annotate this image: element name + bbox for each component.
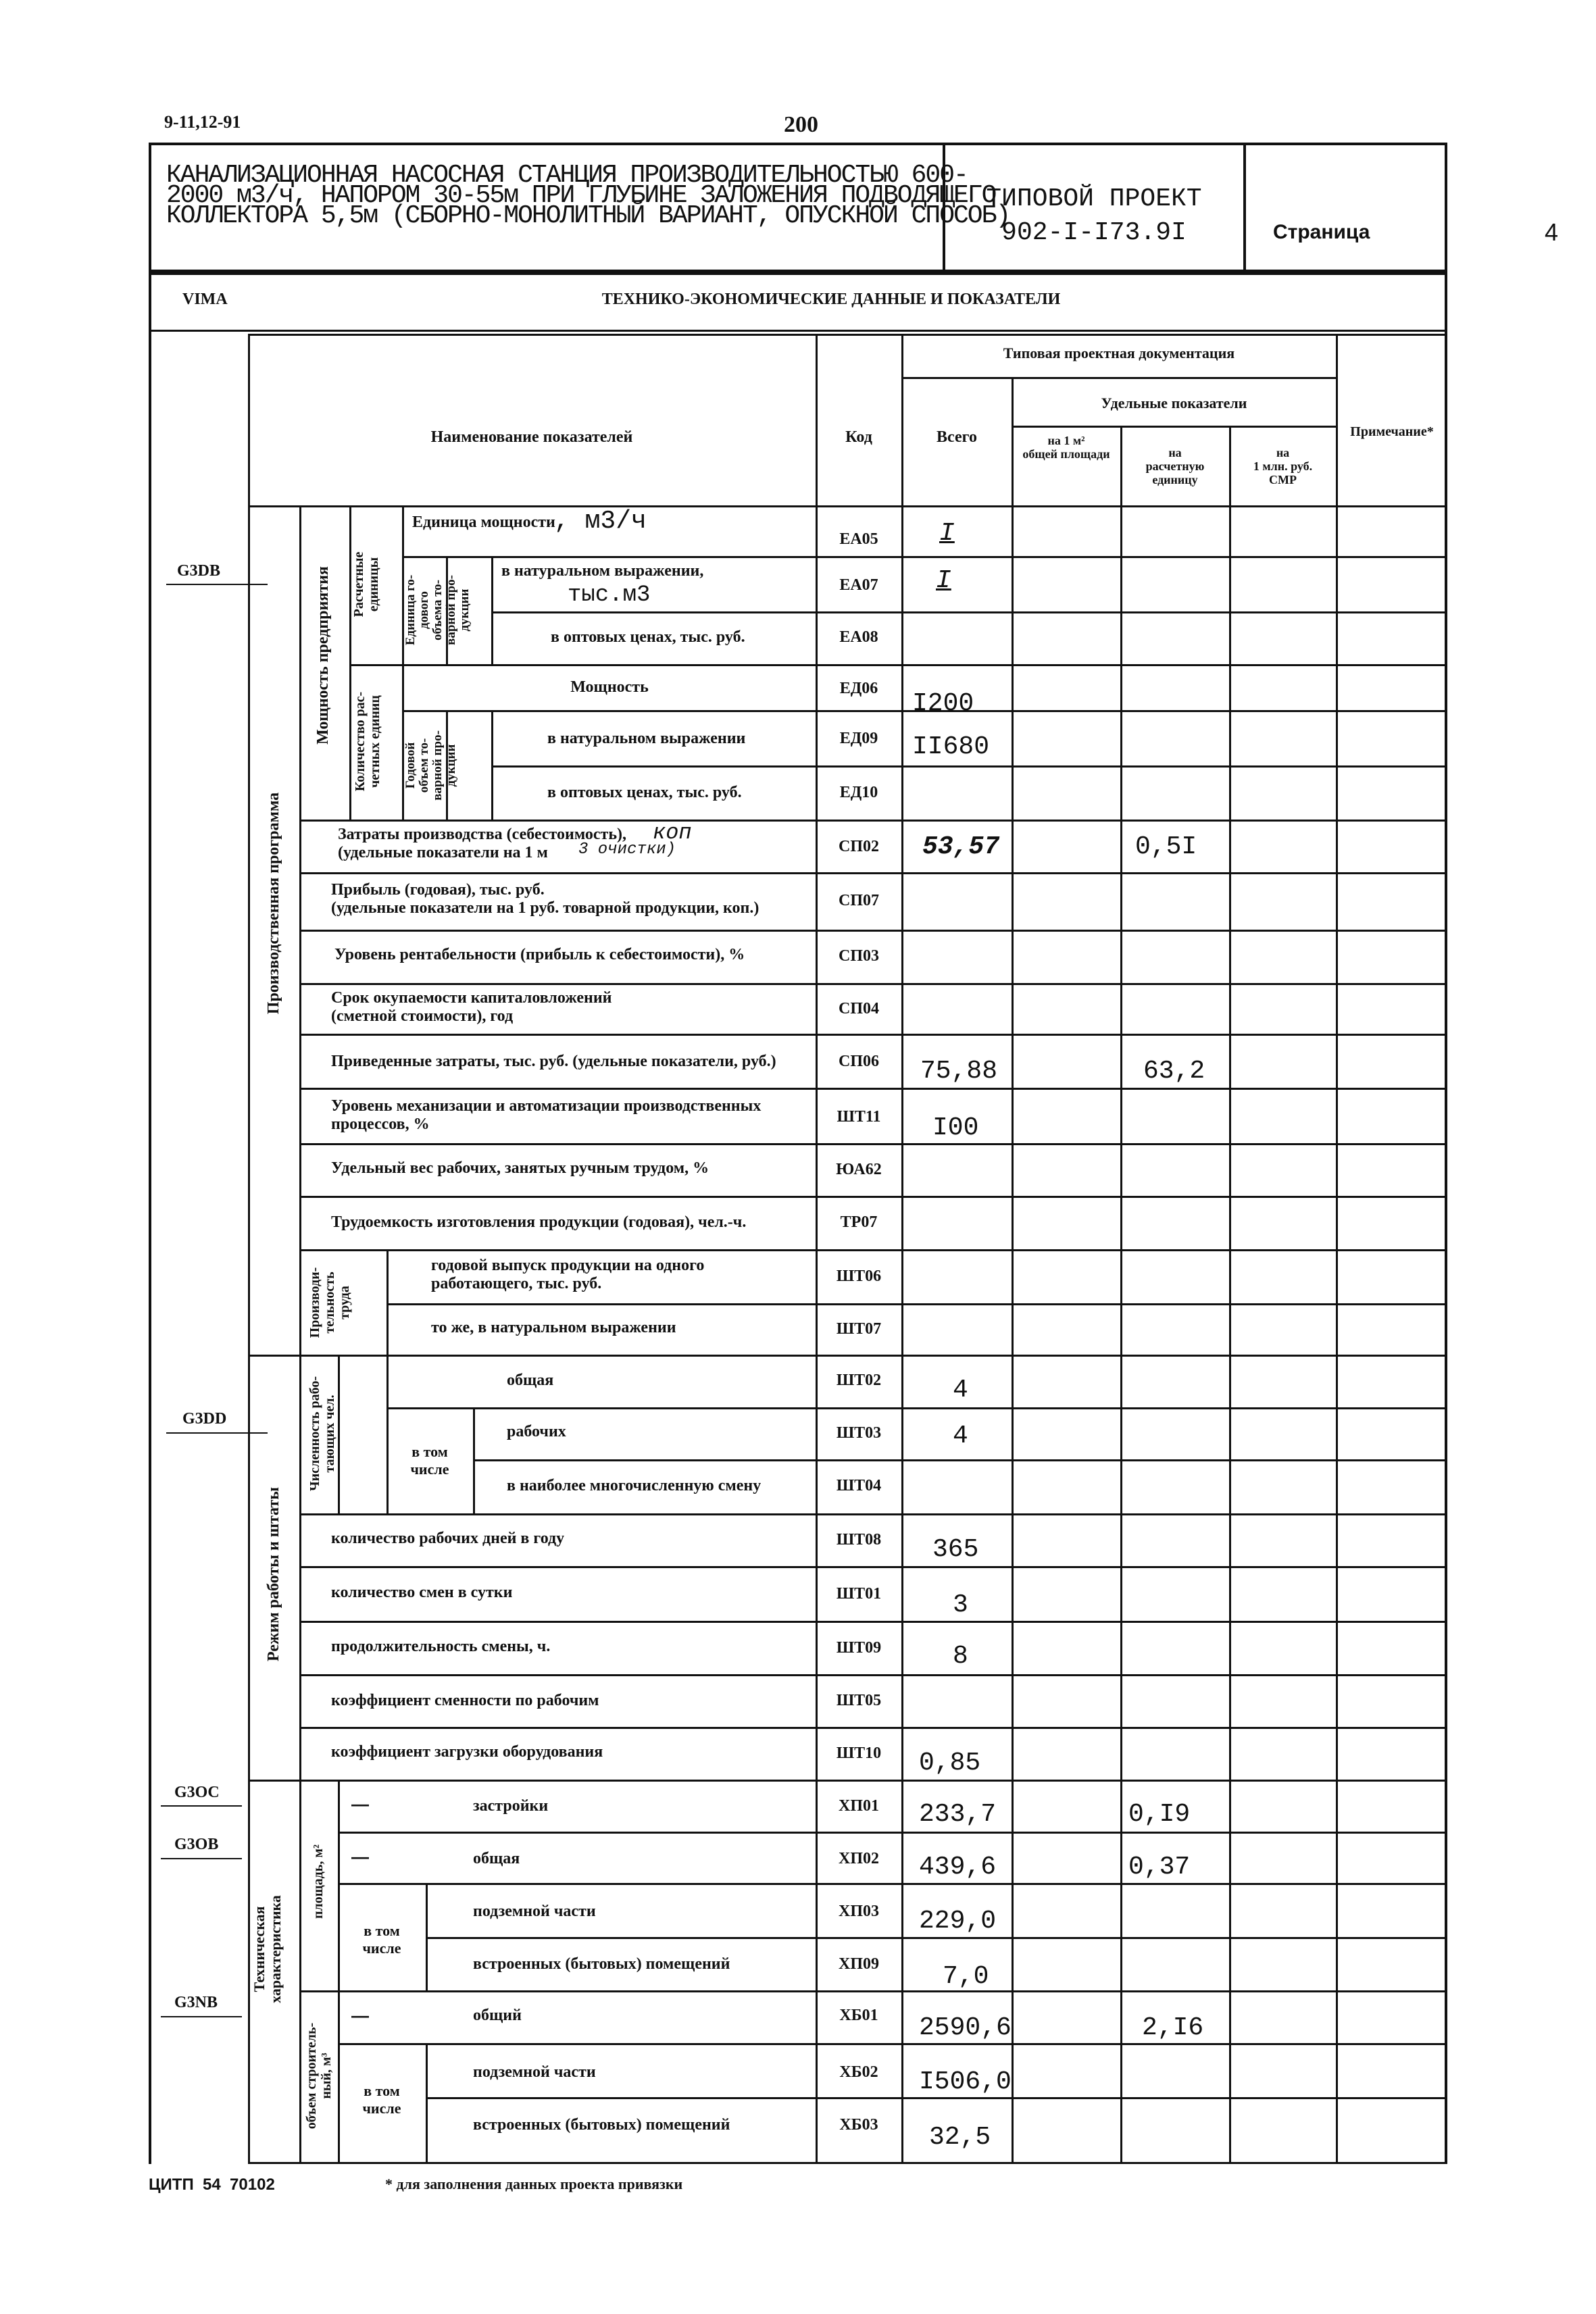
in-that-number-area: в том числе xyxy=(362,1922,401,1957)
row-label: Мощность xyxy=(570,678,649,696)
sheet-label: Страница xyxy=(1273,221,1370,243)
row-label: Трудоемкость изготовления продукции (годовая), чел.-ч. xyxy=(331,1213,747,1231)
row-total: 75,88 xyxy=(920,1057,998,1086)
row-label: Единица мощности xyxy=(412,513,555,531)
row-total: 2590,6 xyxy=(919,2013,1012,2042)
group-area: площадь, м² xyxy=(311,1844,326,1919)
row-label: встроенных (бытовых) помещений xyxy=(473,2116,730,2134)
row-code: СП04 xyxy=(839,1000,879,1017)
row-total: 3 xyxy=(953,1590,968,1619)
row-label: подземной части xyxy=(473,2063,596,2081)
row-label: в оптовых ценах, тыс. руб. xyxy=(551,628,745,646)
row-label: общая xyxy=(473,1850,520,1867)
row-label: в натуральном выражении xyxy=(547,730,746,747)
row-code: ШТ06 xyxy=(836,1267,882,1285)
row-total: 233,7 xyxy=(919,1800,997,1829)
row-code: ШТ02 xyxy=(836,1372,882,1389)
row-label: коэффициент сменности по рабочим xyxy=(331,1692,599,1709)
group-code-g3oc: G3OC xyxy=(174,1784,220,1801)
row-label: Уровень механизации и автоматизации производственных процессов, % xyxy=(331,1097,762,1133)
row-label: рабочих xyxy=(507,1423,566,1440)
row-per-unit: 2,I6 xyxy=(1142,2013,1204,2042)
row-code: ШТ03 xyxy=(836,1424,882,1442)
row-label: Приведенные затраты, тыс. руб. (удельные показатели, руб.) xyxy=(331,1053,776,1070)
header-typical-docs: Типовая проектная документация xyxy=(1003,345,1235,361)
row-total: I00 xyxy=(932,1113,979,1142)
row-label: Срок окупаемости капиталовложений (сметной стоимости), год xyxy=(331,989,612,1025)
header-per-mln: на 1 млн. руб. СМР xyxy=(1253,446,1313,486)
project-label: ТИПОВОЙ ПРОЕКТ xyxy=(986,184,1202,213)
section-code: VIMA xyxy=(182,291,228,308)
group-volume: объем строитель- ный, м³ xyxy=(304,2022,334,2130)
row-code: ЕД09 xyxy=(839,730,878,747)
row-label: в натуральном выражении, xyxy=(501,562,704,580)
group-qty-units: Количество рас- четных единиц xyxy=(353,691,382,792)
group-production-program: Производственная программа xyxy=(265,792,282,1015)
sheet-number: 4 xyxy=(1545,218,1559,246)
row-label: Удельный вес рабочих, занятых ручным трудом, % xyxy=(331,1159,709,1177)
row-code: ХП01 xyxy=(839,1797,879,1815)
group-annual-volume: Годовой объем то- варной про- дукции xyxy=(403,730,458,801)
row-handwritten: 3 очистки) xyxy=(578,840,676,859)
row-code: ШТ07 xyxy=(836,1320,882,1338)
row-total: 32,5 xyxy=(929,2123,991,2152)
footnote: * для заполнения данных проекта привязки xyxy=(385,2175,683,2192)
row-per-unit: 63,2 xyxy=(1143,1057,1205,1086)
row-handwritten: , м3/ч xyxy=(554,507,647,536)
group-work-mode: Режим работы и штаты xyxy=(265,1487,282,1661)
title-block xyxy=(149,143,1559,272)
row-total: 439,6 xyxy=(919,1853,997,1882)
group-code-g3nb: G3NB xyxy=(174,1994,218,2011)
header-name: Наименование показателей xyxy=(430,428,633,446)
row-total: 4 xyxy=(953,1422,968,1451)
group-code-g3ob: G3OB xyxy=(174,1836,219,1853)
row-total: I506,0 xyxy=(919,2067,1012,2096)
row-code: ХП02 xyxy=(839,1850,879,1867)
dash-marker: — xyxy=(351,1846,369,1867)
header-total: Всего xyxy=(937,428,977,446)
row-code: СП06 xyxy=(839,1053,879,1070)
row-code: ХП09 xyxy=(839,1955,879,1973)
row-code: ШТ05 xyxy=(836,1692,882,1709)
row-total: I200 xyxy=(912,689,974,718)
row-code: ШТ10 xyxy=(836,1744,882,1762)
group-headcount: Численность рабо- тающих чел. xyxy=(307,1376,337,1492)
header-per-unit: на расчетную единицу xyxy=(1145,446,1205,486)
row-label: Прибыль (годовая), тыс. руб. (удельные показатели на 1 руб. товарной продукции, коп.) xyxy=(331,881,759,917)
row-label: Уровень рентабельности (прибыль к себестоимости), % xyxy=(334,946,745,963)
row-per-unit: 0,37 xyxy=(1128,1853,1191,1882)
row-code: ЕД10 xyxy=(839,784,878,801)
row-code: СП07 xyxy=(839,892,879,909)
row-per-unit: 0,5I xyxy=(1135,832,1197,861)
row-label: количество смен в сутки xyxy=(331,1584,513,1601)
row-label: продолжительность смены, ч. xyxy=(331,1638,551,1655)
doc-number: 9-11,12-91 xyxy=(164,112,241,132)
group-enterprise-capacity: Мощность предприятия xyxy=(314,566,332,745)
row-label: в наиболее многочисленную смену xyxy=(507,1477,762,1494)
row-total: II680 xyxy=(912,732,990,761)
header-per-m2: на 1 м² общей площади xyxy=(1022,434,1110,461)
dash-marker: — xyxy=(351,1794,369,1814)
project-title: КАНАЛИЗАЦИОННАЯ НАСОСНАЯ СТАНЦИЯ ПРОИЗВОДИТЕЛЬНОСТЬЮ 600- 2000 м3/ч, НАПОРОМ 30-55м ПРИ ГЛУБИНЕ ЗАЛОЖЕНИЯ ПОДВОДЯЩЕГО КОЛЛЕКТОРА 5,5м (СБОРНО-МОНОЛИТНЫЙ ВАРИАНТ, ОПУСКНОЙ СПОСОБ) xyxy=(166,161,1010,230)
row-label: в оптовых ценах, тыс. руб. xyxy=(547,784,742,801)
row-label: общая xyxy=(507,1372,554,1389)
row-label: Затраты производства (себестоимость), (удельные показатели на 1 м xyxy=(338,826,627,861)
row-code: ЮА62 xyxy=(836,1161,882,1178)
group-tech-char: Техническая характеристика xyxy=(251,1895,284,2003)
row-total: 7,0 xyxy=(943,1962,989,1991)
row-label: годовой выпуск продукции на одного работающего, тыс. руб. xyxy=(431,1257,705,1292)
row-code: ЕА07 xyxy=(839,576,878,594)
row-code: ШТ09 xyxy=(836,1639,882,1657)
row-code: ХП03 xyxy=(839,1903,879,1920)
row-code: ЕА05 xyxy=(839,530,878,548)
row-total: 53,57 xyxy=(922,832,1000,861)
row-label: количество рабочих дней в году xyxy=(331,1530,565,1547)
dash-marker: — xyxy=(351,2005,369,2026)
header-note: Примечание* xyxy=(1350,424,1434,439)
row-code: ТР07 xyxy=(840,1213,878,1231)
row-handwritten: коп xyxy=(653,820,692,845)
row-total: 0,85 xyxy=(919,1749,981,1778)
row-total: 8 xyxy=(953,1642,968,1671)
row-code: СП03 xyxy=(839,947,879,965)
group-code-g3db: G3DB xyxy=(177,562,221,580)
row-label: подземной части xyxy=(473,1903,596,1920)
row-per-unit: 0,I9 xyxy=(1128,1800,1191,1829)
row-code: ШТ01 xyxy=(836,1585,882,1603)
row-label: встроенных (бытовых) помещений xyxy=(473,1955,730,1973)
row-total: 229,0 xyxy=(919,1907,997,1936)
row-code: ЕА08 xyxy=(839,628,878,646)
row-code: ШТ04 xyxy=(836,1477,882,1494)
group-labor-productivity: Производи- тельность труда xyxy=(307,1267,352,1338)
row-handwritten: тыс.м3 xyxy=(568,582,651,608)
row-code: ШТ11 xyxy=(837,1108,881,1126)
row-code: ХБ02 xyxy=(839,2063,878,2081)
row-total: I xyxy=(936,566,951,595)
row-code: ХБ01 xyxy=(839,2007,878,2024)
row-code: ЕД06 xyxy=(839,680,878,697)
section-title: ТЕХНИКО-ЭКОНОМИЧЕСКИЕ ДАННЫЕ И ПОКАЗАТЕЛИ xyxy=(601,291,1061,308)
row-total: I xyxy=(939,519,955,548)
row-total: 365 xyxy=(932,1535,979,1564)
row-total: 4 xyxy=(953,1376,968,1405)
header-code: Код xyxy=(845,428,872,446)
row-code: ШТ08 xyxy=(836,1531,882,1549)
row-label: коэффициент загрузки оборудования xyxy=(331,1743,603,1761)
group-annual-unit: Единица го- дового объема то- варной про- дукции xyxy=(403,574,472,646)
page-number: 200 xyxy=(784,112,818,137)
group-calc-units: Расчетные единицы xyxy=(351,551,381,618)
header-specific: Удельные показатели xyxy=(1101,395,1247,411)
footer-stamp: ЦИТП 54 70102 xyxy=(149,2175,275,2194)
row-label: то же, в натуральном выражении xyxy=(431,1319,676,1336)
project-number: 902-I-I73.9I xyxy=(1001,218,1187,247)
row-code: СП02 xyxy=(839,838,879,855)
row-label: общий xyxy=(473,2007,522,2024)
group-code-g3dd: G3DD xyxy=(182,1410,227,1428)
row-code: ХБ03 xyxy=(839,2116,878,2134)
in-that-number-headcount: в том числе xyxy=(410,1443,449,1478)
row-label: застройки xyxy=(473,1797,549,1815)
in-that-number-volume: в том числе xyxy=(362,2082,401,2117)
